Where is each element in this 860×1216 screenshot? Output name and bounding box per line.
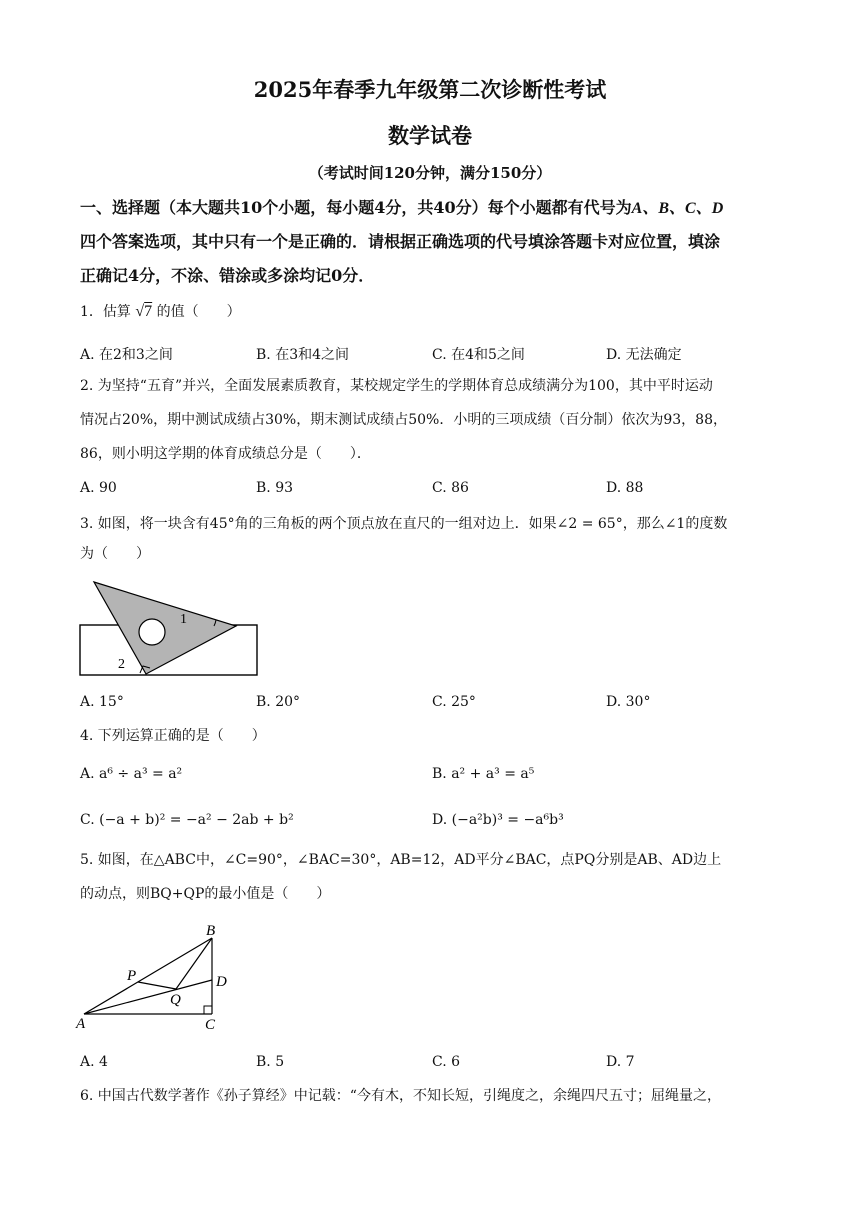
set-square-hole	[139, 619, 165, 645]
set-square	[94, 582, 236, 674]
q3-line2: 为（ ）	[80, 546, 150, 562]
q5-option-d[interactable]: D. 7	[606, 1054, 635, 1070]
right-angle-c-mark	[204, 1006, 212, 1014]
q5-option-c[interactable]: C. 6	[432, 1054, 461, 1070]
label-a: A	[76, 1016, 86, 1032]
q1-option-d[interactable]: D. 无法确定	[606, 347, 682, 363]
segment-ad	[84, 980, 212, 1014]
q2-option-d[interactable]: D. 88	[606, 480, 644, 496]
section1-line3: 正确记4分，不涂、错涂或多涂均记0分．	[80, 266, 375, 285]
q1-option-a[interactable]: A. 在2和3之间	[80, 347, 173, 363]
q2-option-c[interactable]: C. 86	[432, 480, 469, 496]
q1-option-b[interactable]: B. 在3和4之间	[256, 347, 350, 363]
q5-option-a[interactable]: A. 4	[80, 1054, 108, 1070]
q1-prefix: 1．估算	[80, 304, 131, 320]
section1-letters: A、B、C、D	[631, 200, 724, 217]
q4-option-a[interactable]: A. a⁶ ÷ a³ = a²	[80, 766, 183, 782]
label-c: C	[205, 1017, 216, 1033]
q4-stem: 4. 下列运算正确的是（ ）	[80, 728, 266, 744]
q2-line2: 情况占20%，期中测试成绩占30%，期末测试成绩占50%．小明的三项成绩（百分制）依次为93，88，	[80, 412, 727, 428]
angle-1-label: 1	[180, 612, 187, 627]
q1-option-c[interactable]: C. 在4和5之间	[432, 347, 525, 363]
q5-line2: 的动点，则BQ+QP的最小值是（ ）	[80, 886, 331, 902]
q5-option-b[interactable]: B. 5	[256, 1054, 285, 1070]
q2-option-a[interactable]: A. 90	[80, 480, 117, 496]
segment-ab	[84, 938, 212, 1014]
segment-pq	[138, 982, 176, 989]
paper-subtitle: 数学试卷	[388, 123, 472, 148]
q6-line1: 6. 中国古代数学著作《孙子算经》中记载：“今有木，不知长短，引绳度之，余绳四尺五寸；屈绳量之，	[80, 1088, 721, 1104]
q1-radicand: 7	[144, 303, 153, 320]
q3-option-d[interactable]: D. 30°	[606, 694, 651, 710]
exam-title: 2025年春季九年级第二次诊断性考试	[253, 77, 607, 102]
q3-option-c[interactable]: C. 25°	[432, 694, 476, 710]
section1-line2: 四个答案选项，其中只有一个是正确的．请根据正确选项的代号填涂答题卡对应位置，填涂	[80, 232, 721, 251]
q2-option-b[interactable]: B. 93	[256, 480, 294, 496]
sqrt-seven: √7	[135, 303, 153, 320]
q4-option-b[interactable]: B. a² + a³ = a⁵	[432, 766, 535, 782]
q3-line1: 3. 如图，将一块含有45°角的三角板的两个顶点放在直尺的一组对边上．如果∠2 = 65°，那么∠1的度数	[80, 516, 728, 532]
q2-line1: 2. 为坚持“五育”并兴，全面发展素质教育，某校规定学生的学期体育总成绩满分为100，其中平时运动	[80, 378, 713, 394]
angle-2-label: 2	[118, 657, 125, 672]
q4-option-c[interactable]: C. (−a + b)² = −a² − 2ab + b²	[80, 812, 294, 828]
q5-line1: 5. 如图，在△ABC中，∠C=90°，∠BAC=30°，AB=12，AD平分∠BAC，点PQ分别是AB、AD边上	[80, 852, 722, 868]
question-1	[80, 298, 241, 326]
time-note: （考试时间120分钟，满分150分）	[308, 164, 552, 182]
q2-line3: 86，则小明这学期的体育成绩总分是（ ）．	[80, 446, 371, 462]
label-b: B	[206, 923, 216, 939]
triangle-abc-figure	[72, 918, 242, 1036]
q3-option-b[interactable]: B. 20°	[256, 694, 301, 710]
q3-option-a[interactable]: A. 15°	[80, 694, 124, 710]
triangle-ruler-figure	[78, 578, 260, 680]
label-q: Q	[170, 992, 181, 1008]
q1-suffix: 的值（ ）	[156, 304, 241, 320]
section1-line1	[80, 192, 723, 225]
label-p: P	[127, 968, 137, 984]
q4-option-d[interactable]: D. (−a²b)³ = −a⁶b³	[432, 812, 564, 828]
label-d: D	[216, 974, 227, 990]
section1-text: 一、选择题（本大题共10个小题，每小题4分，共40分）每个小题都有代号为	[80, 198, 632, 217]
